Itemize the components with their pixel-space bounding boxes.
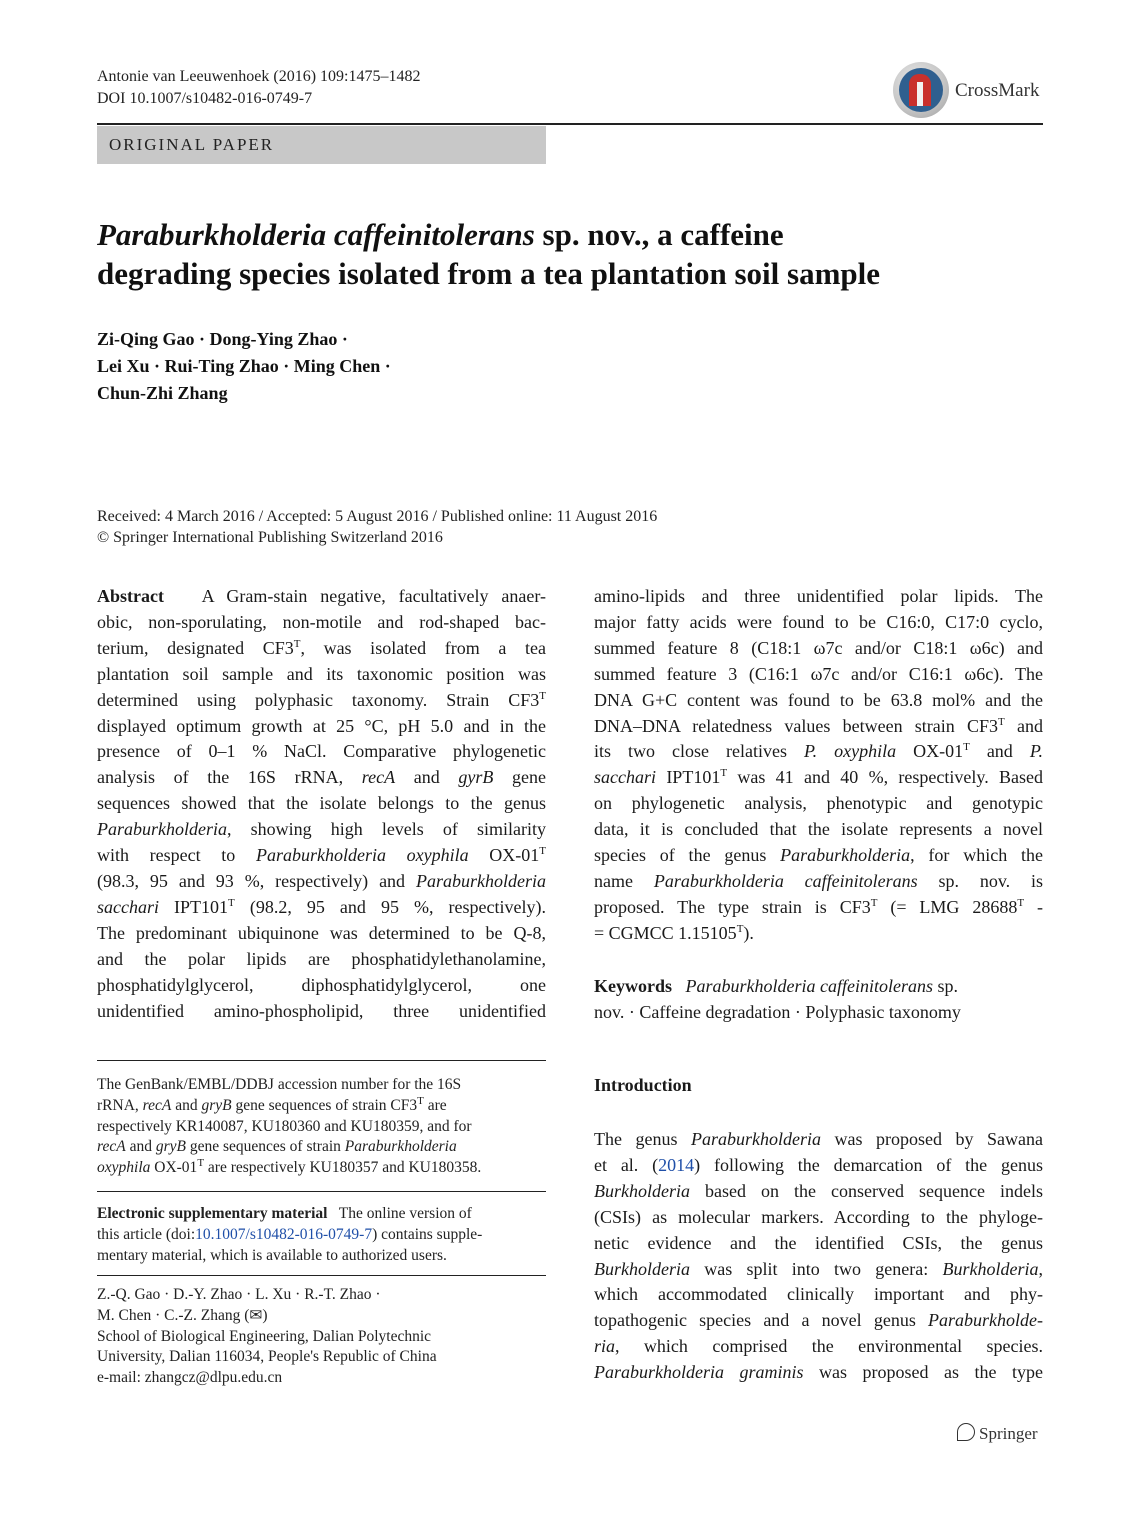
received-accepted-published: Received: 4 March 2016 / Accepted: 5 August 2016 / Published online: 11 August 2016	[97, 508, 658, 525]
title-species: Paraburkholderia caffeinitolerans	[97, 217, 535, 252]
corresponding-email[interactable]: e-mail: zhangcz@dlpu.edu.cn	[97, 1369, 283, 1387]
crossmark-icon	[893, 62, 949, 118]
authors-line-1: Zi-Qing Gao · Dong-Ying Zhao ·	[97, 329, 348, 349]
introduction-body: The genus Paraburkholderia was proposed by Sawana et al. (2014) following the demarcation of the genus Burkholderia based on the conserved sequence indels (CSIs) as molecular markers. According to the phyloge- netic evidence and the identified CSIs, the genus Burkholderia was split into two genera: Burkholderia, which accommodated clinically important and phy- topathogenic species and a novel genus Paraburkholde- ria, which comprised the environmental species. Paraburkholderia graminis was proposed as the type	[594, 1129, 1043, 1383]
keywords-section: Keywords Paraburkholderia caffeinitolerans sp. nov. · Caffeine degradation · Polyphasic taxonomy	[594, 976, 961, 1022]
envelope-icon[interactable]: ✉	[249, 1306, 263, 1324]
copyright: © Springer International Publishing Switzerland 2016	[97, 529, 443, 546]
abstract-heading: Abstract	[97, 586, 164, 606]
affiliation-footnote: Z.-Q. Gao · D.-Y. Zhao · L. Xu · R.-T. Zhao · M. Chen · C.-Z. Zhang (✉) School of Biological Engineering, Dalian Polytechnic University, Dalian 116034, People's Republic of China e-mail: zhangcz@dlpu.edu.cn	[97, 1285, 546, 1389]
genbank-footnote: The GenBank/EMBL/DDBJ accession number for the 16S rRNA, recA and gryB gene sequences of strain $CF3^T$ are respectively KR140087, KU180360 and KU180359, and for recA and gryB gene sequences of strain Paraburkholderia oxyphila $OX-01^T$ are respectively KU180357 and KU180358.	[97, 1076, 482, 1177]
esm-footnote: Electronic supplementary material The online version of this article (doi:10.1007/s10482-016-0749-7) contains supple- mentary material, which is available to authorized users.	[97, 1205, 483, 1264]
authors-line-3: Chun-Zhi Zhang	[97, 383, 228, 403]
footnote-rule	[97, 1060, 546, 1061]
journal-doi[interactable]: DOI 10.1007/s10482-016-0749-7	[97, 90, 313, 107]
journal-citation	[97, 66, 420, 110]
title-line1-rest: sp. nov., a caffeine	[534, 217, 784, 252]
author-list	[97, 326, 391, 407]
publisher-logo	[957, 1423, 1038, 1444]
footnote-rule-2	[97, 1191, 546, 1192]
springer-horse-icon	[957, 1423, 975, 1441]
introduction-heading: Introduction	[594, 1075, 692, 1095]
abstract-section: Abstract A Gram-stain negative, facultatively anaer- obic, non-sporulating, non-motile and rod-shaped bac- terium, designated $CF3^T$, was isolated from a tea plantation soil sample and its taxonomic position was determined using polyphasic taxonomy. Strain $CF3^T$ displayed optimum growth at 25 °C, pH 5.0 and in the presence of 0–1 % NaCl. Comparative phylogenetic analysis of the 16S rRNA, recA and gyrB gene sequences showed that the isolate belongs to the genus Paraburkholderia, showing high levels of similarity with respect to Paraburkholderia oxyphila $OX-01^T$ (98.3, 95 and 93 %, respectively) and Paraburkholderia sacchari $IPT101^T$ (98.2, 95 and 95 %, respectively). The predominant ubiquinone was determined to be Q-8, and the polar lipids are phosphatidylethanolamine, phosphatidylglycerol, diphosphatidylglycerol, one unidentified amino-phospholipid, three unidentified	[97, 586, 546, 1021]
abstract-continued: amino-lipids and three unidentified polar lipids. The major fatty acids were found to be C16:0, C17:0 cyclo, summed feature 8 (C18:1 ω7c and/or C18:1 ω6c) and summed feature 3 (C16:1 ω7c and/or C16:1 ω6c). The DNA G+C content was found to be 63.8 mol% and the DNA–DNA relatedness values between strain $CF3^T$ and its two close relatives P. oxyphila $OX-01^T$ and P. sacchari $IPT101^T$ was 41 and 40 %, respectively. Based on phylogenetic analysis, phenotypic and genotypic data, it is concluded that the isolate represents a novel species of the genus Paraburkholderia, for which the name Paraburkholderia caffeinitolerans sp. nov. is proposed. The type strain is $CF3^T$ (= LMG $28688^T$ - = CGMCC $1.15105^T$).	[594, 586, 1043, 943]
esm-doi-link[interactable]: 10.1007/s10482-016-0749-7	[195, 1225, 373, 1243]
esm-heading: Electronic supplementary material	[97, 1205, 328, 1222]
authors-line-2: Lei Xu · Rui-Ting Zhao · Ming Chen ·	[97, 356, 391, 376]
publication-dates	[97, 506, 657, 548]
footnote-rule-3	[97, 1275, 546, 1276]
header-rule	[97, 123, 1043, 125]
crossmark-label: CrossMark	[955, 80, 1040, 101]
publisher-name: Springer	[979, 1424, 1038, 1443]
journal-volume: Antonie van Leeuwenhoek (2016) 109:1475–1482	[97, 68, 421, 85]
paper-type-banner: ORIGINAL PAPER	[97, 126, 546, 164]
title-line2: degrading species isolated from a tea plantation soil sample	[97, 256, 881, 291]
keywords-heading: Keywords	[594, 976, 672, 996]
citation-sawana-2014[interactable]: 2014	[658, 1154, 695, 1175]
crossmark-badge[interactable]	[893, 62, 1043, 118]
paper-title	[97, 215, 1027, 293]
